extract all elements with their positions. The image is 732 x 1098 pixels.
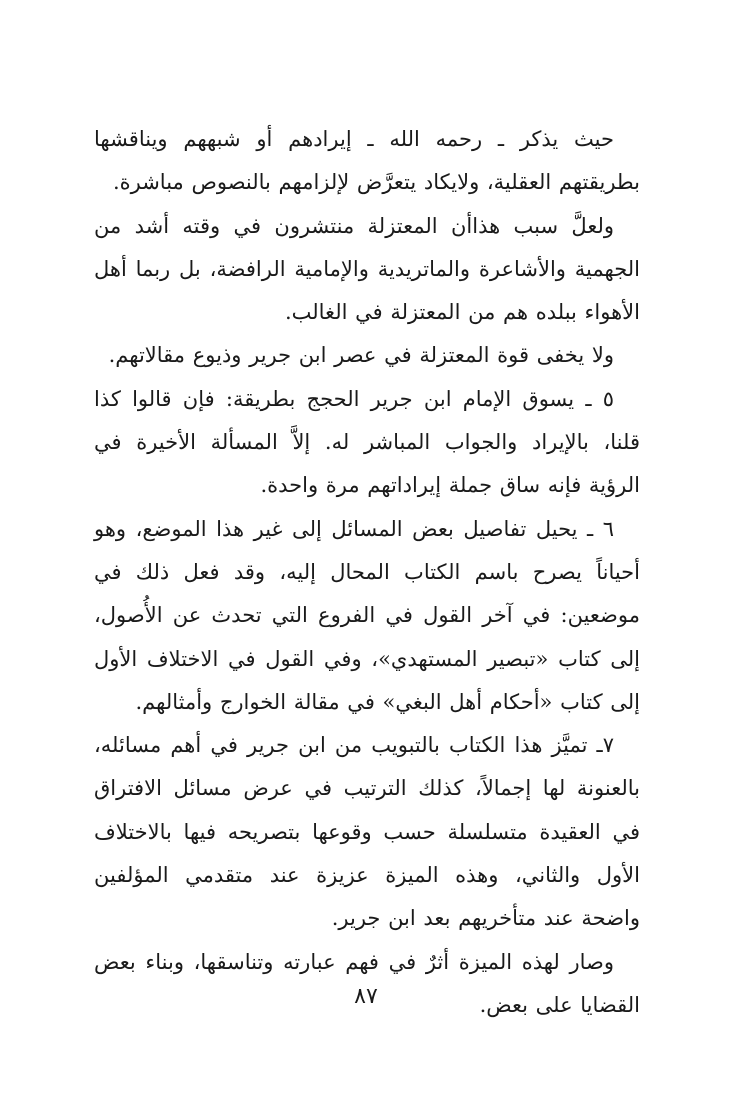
- paragraph: ٥ ـ يسوق الإمام ابن جرير الحجج بطريقة: فإن قالوا كذا قلنا، بالإيراد والجواب المباشر له. إلاَّ المسألة الأخيرة في الرؤية فإنه ساق جملة إيراداتهم مرة واحدة.: [94, 386, 640, 498]
- paragraph: حيث يذكر ـ رحمه الله ـ إيرادهم أو شبههم ويناقشها بطريقتهم العقلية، ولايكاد يتعرَّض لإلزامهم بالنصوص مباشرة.: [94, 127, 640, 195]
- page-number: ٨٧: [354, 984, 378, 1009]
- paragraph: ٧ـ تميَّز هذا الكتاب بالتبويب من ابن جرير في أهم مسائله، بالعنونة لها إجمالاً، كذلك الترتيب في عرض مسائل الافتراق في العقيدة متسلسلة حسب وقوعها بتصريحه فيها بالاختلاف الأول والثاني، وهذه الميزة عزيزة عند متقدمي المؤلفين واضحة عند متأخريهم بعد ابن جرير.: [94, 733, 640, 931]
- paragraph: ولا يخفى قوة المعتزلة في عصر ابن جرير وذيوع مقالاتهم.: [108, 343, 614, 368]
- paragraph: ٦ ـ يحيل تفاصيل بعض المسائل إلى غير هذا الموضع، وهو أحياناً يصرح باسم الكتاب المحال إليه، وقد فعل ذلك في موضعين: في آخر القول في الفروع التي تحدث عن الأُصول، إلى كتاب «تبصير المستهدي»، وفي القول في الاختلاف الأول إلى كتاب «أحكام أهل البغي» في مقالة الخوارج وأمثالهم.: [94, 516, 640, 714]
- page-body-text: [94, 118, 640, 1027]
- paragraph: ولعلَّ سبب هذاأن المعتزلة منتشرون في وقته أشد من الجهمية والأشاعرة والماتريدية والإمامية الرافضة، بل ربما أهل الأهواء ببلده هم من المعتزلة في الغالب.: [94, 213, 640, 325]
- paragraph: وصار لهذه الميزة أثرٌ في فهم عبارته وتناسقها، وبناء بعض القضايا على بعض.: [94, 949, 640, 1017]
